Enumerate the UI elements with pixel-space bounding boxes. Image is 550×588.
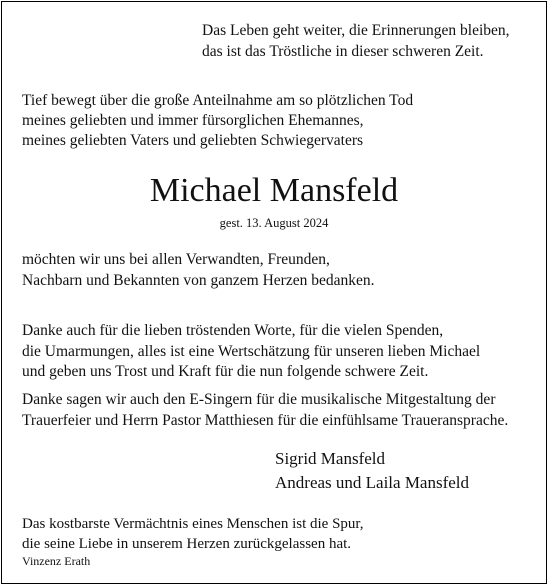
motto-line: Das Leben geht weiter, die Erinnerungen bleiben,	[202, 22, 510, 39]
thanks-words-line: Danke auch für die lieben tröstenden Worte, für die vielen Spenden,	[22, 322, 444, 339]
signer-name: Andreas und Laila Mansfeld	[275, 473, 470, 492]
closing-quote	[22, 514, 364, 554]
intro-line: Tief bewegt über die große Anteilnahme am so plötzlichen Tod	[22, 92, 414, 109]
obituary-notice	[1, 1, 547, 584]
motto-quote	[202, 20, 510, 62]
closing-quote-line: die seine Liebe in unserem Herzen zurückgelassen hat.	[22, 536, 352, 552]
intro-line: meines geliebten und immer fürsorglichen Ehemannes,	[22, 112, 364, 129]
signers-list	[275, 447, 469, 495]
thanks-words-line: die Umarmungen, alles ist eine Wertschätzung für unseren lieben Michael	[22, 342, 481, 360]
thanks-ceremony-line: Trauerfeier und Herrn Pastor Matthiesen für die einfühlsame Traueransprache.	[22, 411, 509, 429]
thanks-words-paragraph	[22, 321, 480, 383]
thanks-words-line: und geben uns Trost und Kraft für die nun folgende schwere Zeit.	[22, 363, 429, 380]
motto-line: das ist das Tröstliche in dieser schweren Zeit.	[202, 43, 484, 60]
deceased-name: Michael Mansfeld	[149, 172, 399, 209]
thanks-family-line: möchten wir uns bei allen Verwandten, Freunden,	[22, 251, 330, 268]
thanks-family-paragraph	[22, 249, 374, 291]
closing-quote-line: Das kostbarste Vermächtnis eines Menschen ist die Spur,	[22, 516, 364, 532]
signer-name: Sigrid Mansfeld	[275, 449, 386, 468]
death-date: gest. 13. August 2024	[219, 216, 329, 230]
thanks-family-line: Nachbarn und Bekannten von ganzem Herzen bedanken.	[22, 272, 375, 289]
intro-line: meines geliebten Vaters und geliebten Schwiegervaters	[22, 132, 364, 149]
thanks-ceremony-line: Danke sagen wir auch den E-Singern für die musikalische Mitgestaltung der	[22, 391, 496, 408]
quote-author: Vinzenz Erath	[22, 554, 91, 568]
thanks-ceremony-paragraph	[22, 390, 508, 431]
intro-paragraph	[22, 91, 413, 151]
